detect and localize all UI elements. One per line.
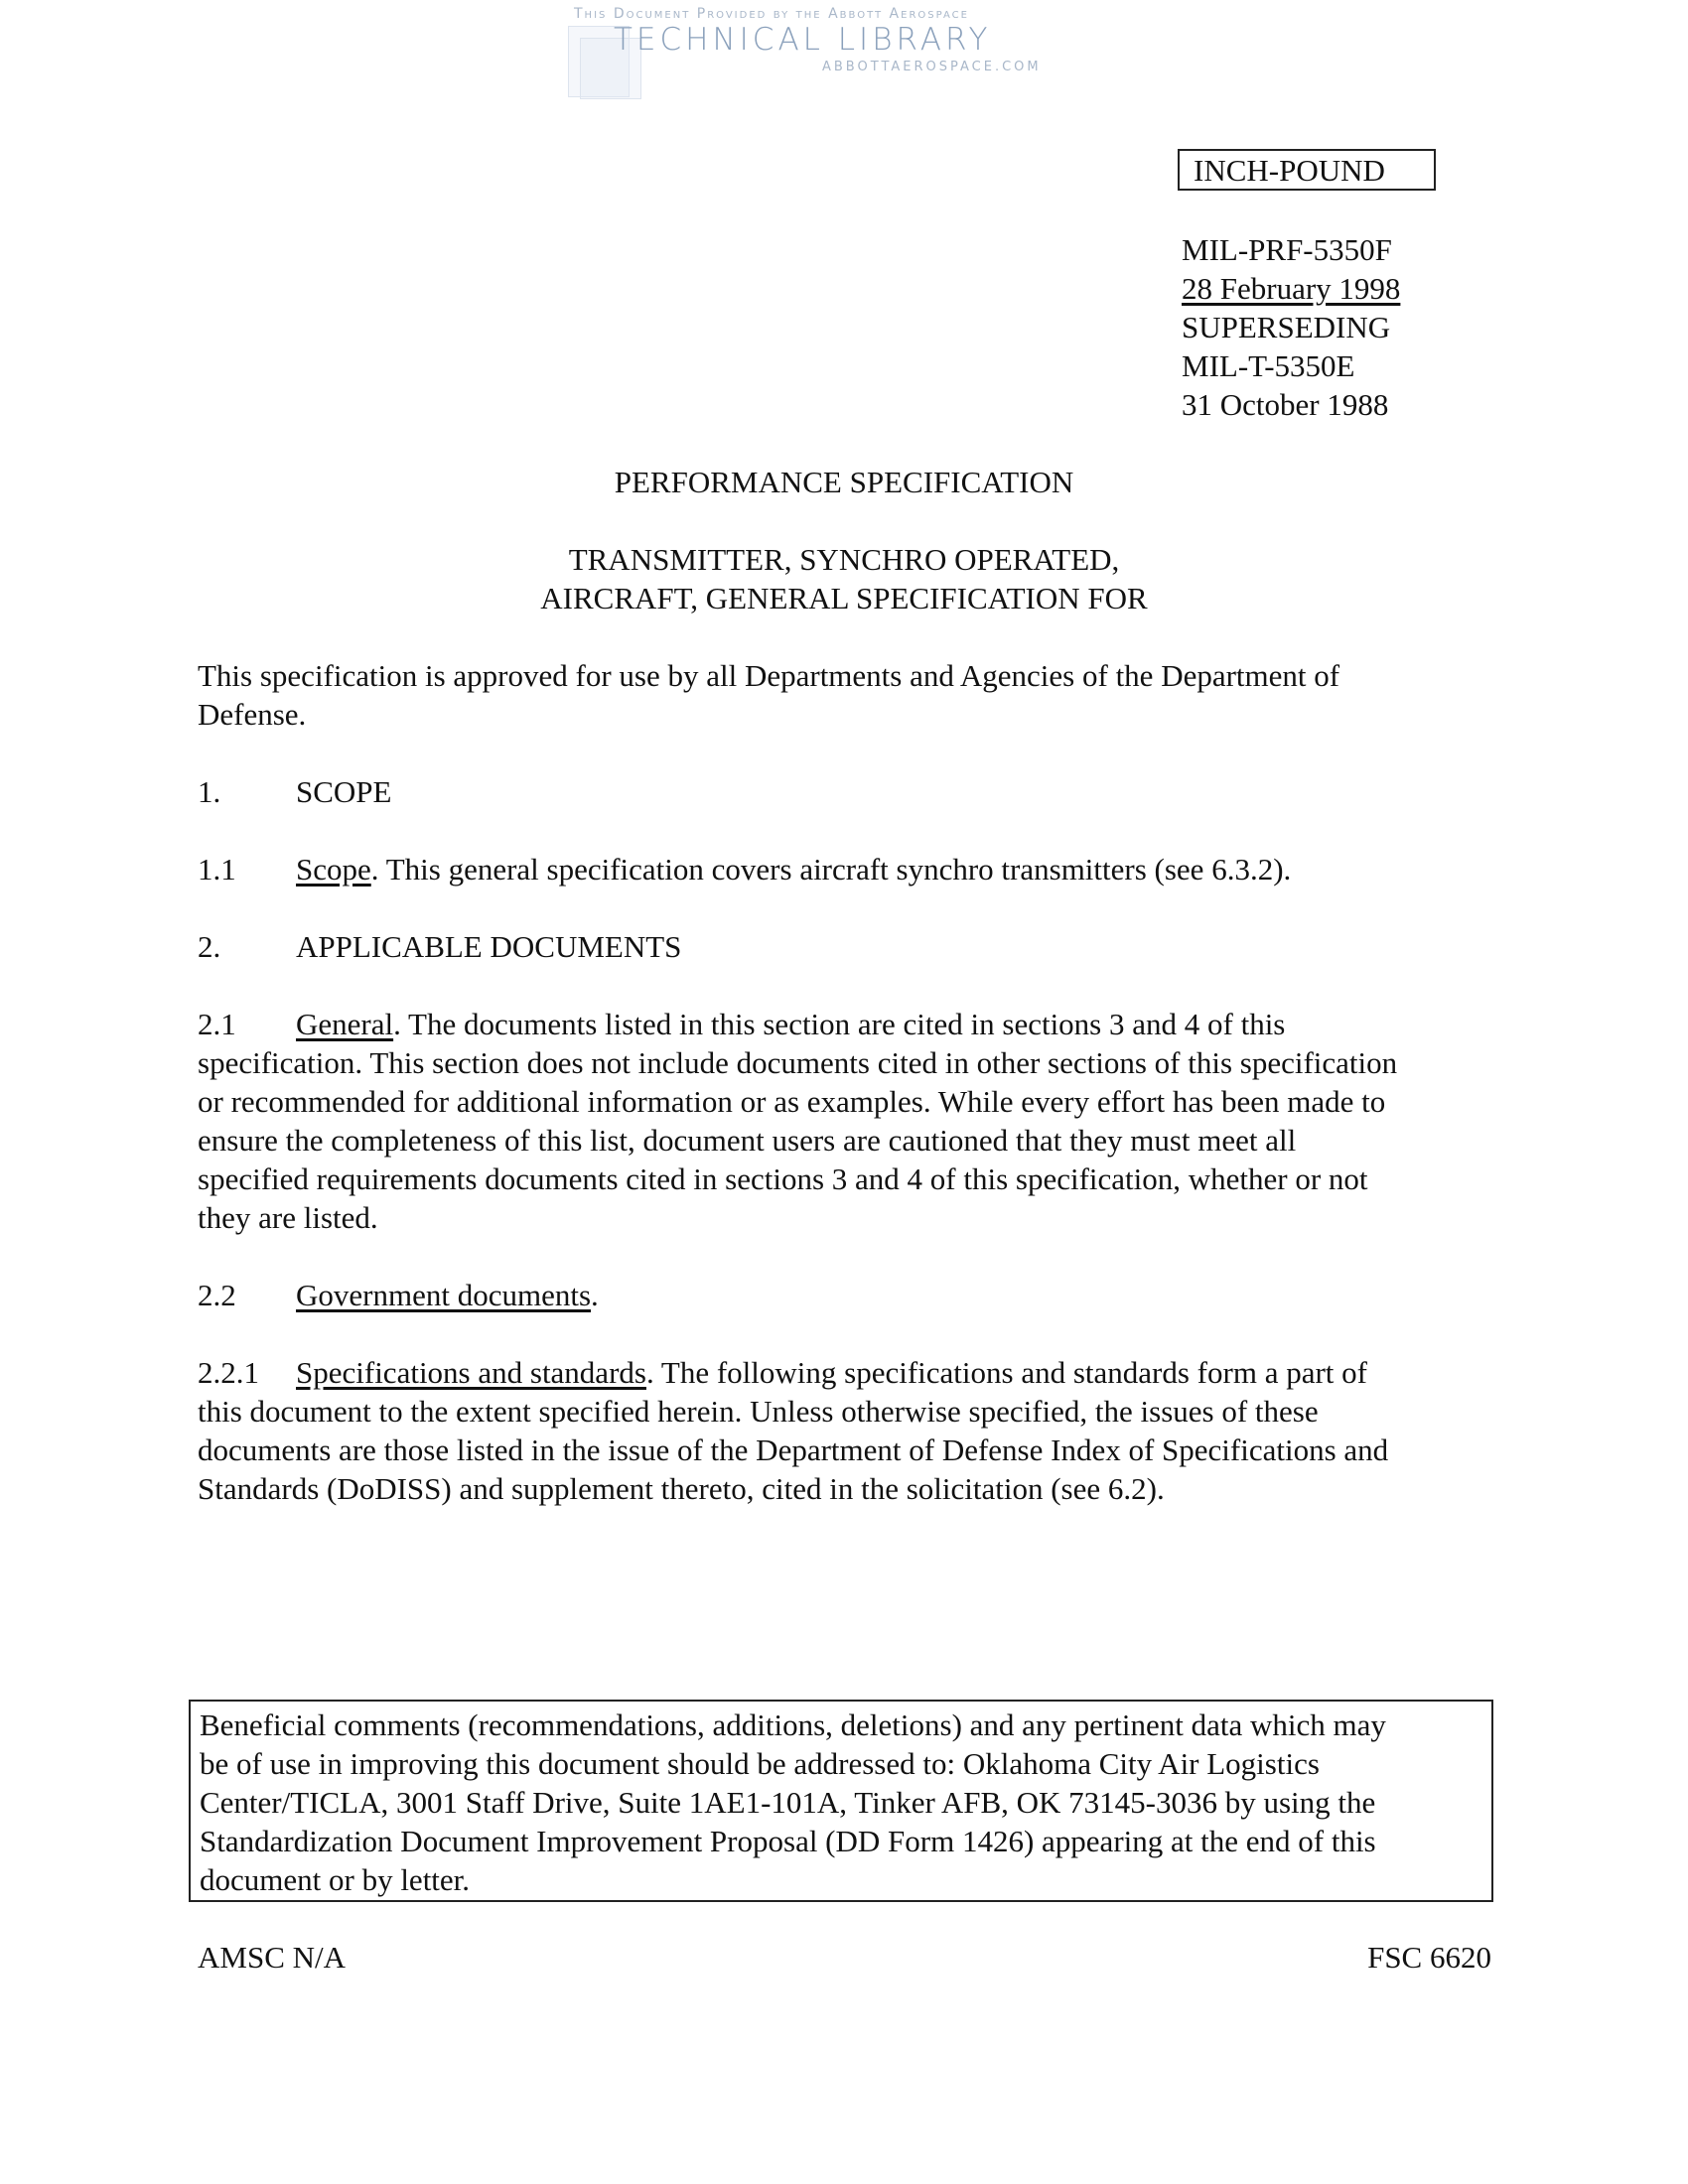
section-title: SCOPE: [296, 774, 392, 809]
approval-statement-line1: This specification is approved for use by all Departments and Agencies of the Department of: [198, 658, 1340, 693]
document-date: 28 February 1998: [1182, 271, 1401, 306]
paragraph-line: specified requirements documents cited in sections 3 and 4 of this specification, whether or not: [198, 1161, 1368, 1196]
document-number: MIL-PRF-5350F: [1182, 232, 1392, 267]
section-2-heading: [198, 927, 681, 966]
paragraph-line: or recommended for additional information or as examples. While every effort has been made to: [198, 1084, 1386, 1119]
approval-statement-line2: Defense.: [198, 697, 307, 732]
paragraph-heading: Government documents: [296, 1278, 592, 1312]
section-1-heading: [198, 772, 391, 811]
paragraph-line: specification. This section does not include documents cited in other sections of this specification: [198, 1045, 1398, 1080]
paragraph-heading: Specifications and standards: [296, 1355, 646, 1390]
paragraph-line: this document to the extent specified herein. Unless otherwise specified, the issues of these: [198, 1394, 1319, 1429]
section-number: 1.1: [198, 852, 236, 887]
section-number: 2.2: [198, 1278, 236, 1312]
paragraph-heading: General: [296, 1007, 394, 1041]
paragraph-first-line: [198, 1353, 1388, 1392]
watermark-technical-library: TECHNICAL LIBRARY: [614, 22, 992, 58]
watermark-provided-by: This Document Provided by the Abbott Aerospace: [574, 6, 969, 22]
document-title-line1: TRANSMITTER, SYNCHRO OPERATED,: [568, 542, 1120, 577]
fsc-code: FSC 6620: [1367, 1940, 1491, 1975]
section-1-1-paragraph: [198, 850, 1291, 888]
paragraph-text: . The documents listed in this section are cited in sections 3 and 4 of this: [393, 1007, 1286, 1041]
comment-line: Center/TICLA, 3001 Staff Drive, Suite 1AE1-101A, Tinker AFB, OK 73145-3036 by using the: [200, 1785, 1376, 1820]
amsc-code: AMSC N/A: [198, 1940, 347, 1975]
beneficial-comments-box: [189, 1700, 1493, 1902]
paragraph-heading: Scope: [296, 852, 371, 887]
section-title: APPLICABLE DOCUMENTS: [296, 929, 682, 964]
unit-system-box: [1178, 149, 1436, 191]
section-number: 2.2.1: [198, 1355, 259, 1390]
paragraph-line: documents are those listed in the issue of the Department of Defense Index of Specifications and: [198, 1433, 1389, 1467]
comment-line: Beneficial comments (recommendations, additions, deletions) and any pertinent data which may: [200, 1707, 1386, 1742]
unit-system-label: INCH-POUND: [1194, 153, 1385, 188]
superseding-label: SUPERSEDING: [1182, 310, 1391, 344]
section-number: 2.: [198, 929, 221, 964]
paragraph-text: . This general specification covers aircraft synchro transmitters (see 6.3.2).: [370, 852, 1292, 887]
section-number: 1.: [198, 774, 221, 809]
paragraph-line: they are listed.: [198, 1200, 378, 1235]
watermark-website: ABBOTTAEROSPACE.COM: [822, 60, 1042, 74]
comment-line: be of use in improving this document should be addressed to: Oklahoma City Air Logistics: [200, 1746, 1320, 1781]
paragraph-line: ensure the completeness of this list, document users are cautioned that they must meet all: [198, 1123, 1297, 1158]
section-number: 2.1: [198, 1007, 236, 1041]
section-2-1-paragraph: [198, 1005, 1397, 1237]
comment-line: Standardization Document Improvement Proposal (DD Form 1426) appearing at the end of this: [200, 1824, 1376, 1858]
paragraph-text: . The following specifications and standards form a part of: [645, 1355, 1367, 1390]
comment-line: document or by letter.: [200, 1862, 471, 1897]
superseded-document-date: 31 October 1988: [1182, 387, 1389, 422]
paragraph-text: .: [591, 1278, 599, 1312]
section-2-2-1-paragraph: [198, 1353, 1388, 1508]
specification-type: PERFORMANCE SPECIFICATION: [614, 465, 1074, 499]
section-2-2-paragraph: [198, 1276, 599, 1314]
document-title-line2: AIRCRAFT, GENERAL SPECIFICATION FOR: [540, 581, 1148, 615]
paragraph-line: Standards (DoDISS) and supplement thereto, cited in the solicitation (see 6.2).: [198, 1471, 1165, 1506]
abbott-technical-library-watermark: [566, 4, 1082, 98]
superseded-document-number: MIL-T-5350E: [1182, 348, 1355, 383]
paragraph-first-line: [198, 1005, 1397, 1043]
